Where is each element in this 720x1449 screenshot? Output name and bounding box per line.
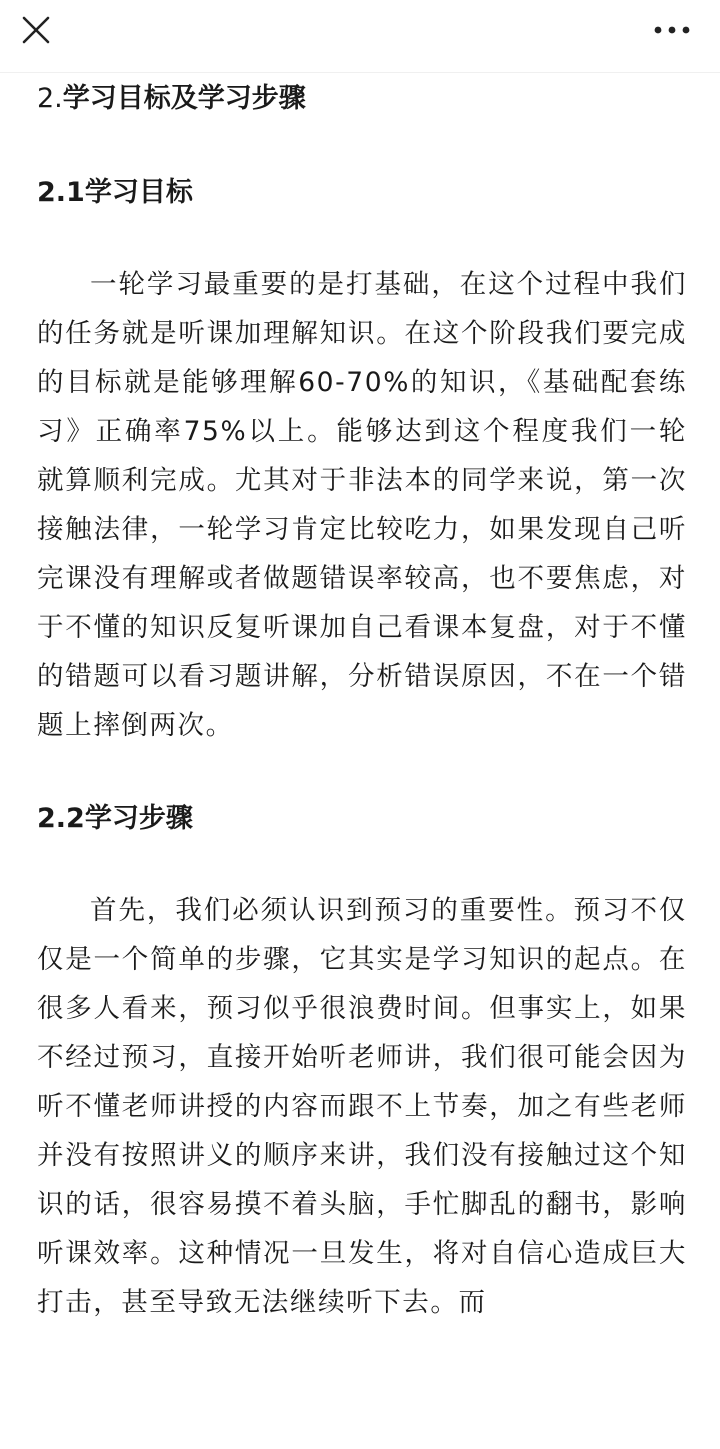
close-button[interactable] [18,12,54,48]
article-body [37,72,687,1327]
section-heading-number: 2. [37,83,63,114]
top-toolbar [0,0,720,73]
section-heading-text: 学习目标及学习步骤 [62,83,306,114]
bottom-fade [0,1420,720,1449]
paragraph-steps: 首先，我们必须认识到预习的重要性。预习不仅仅是一个简单的步骤，它其实是学习知识的起点。在很多人看来，预习似乎很浪费时间。但事实上，如果不经过预习，直接开始听老师讲，我们很可能会因为听不懂老师讲授的内容而跟不上节奏，加之有些老师并没有按照讲义的顺序来讲，我们没有接触过这个知识的话，很容易摸不着头脑，手忙脚乱的翻书，影响听课效率。这种情况一旦发生，将对自信心造成巨大打击，甚至导致无法继续听下去。而 [37,895,687,1318]
subsection-heading-steps: 2.2学习步骤 [37,803,193,834]
section-heading [37,74,687,124]
paragraph-goals: 一轮学习最重要的是打基础，在这个过程中我们的任务就是听课加理解知识。在这个阶段我们要完成的目标就是能够理解60-70%的知识，《基础配套练习》正确率75%以上。能够达到这个程度我们一轮就算顺利完成。尤其对于非法本的同学来说，第一次接触法律，一轮学习肯定比较吃力，如果发现自己听完课没有理解或者做题错误率较高，也不要焦虑，对于不懂的知识反复听课加自己看课本复盘，对于不懂的错题可以看习题讲解，分析错误原因，不在一个错题上摔倒两次。 [37,269,687,741]
more-options-icon [652,16,692,44]
more-options-button[interactable] [652,16,692,44]
subsection-heading-goals: 2.1学习目标 [37,177,193,208]
close-icon [18,12,54,48]
